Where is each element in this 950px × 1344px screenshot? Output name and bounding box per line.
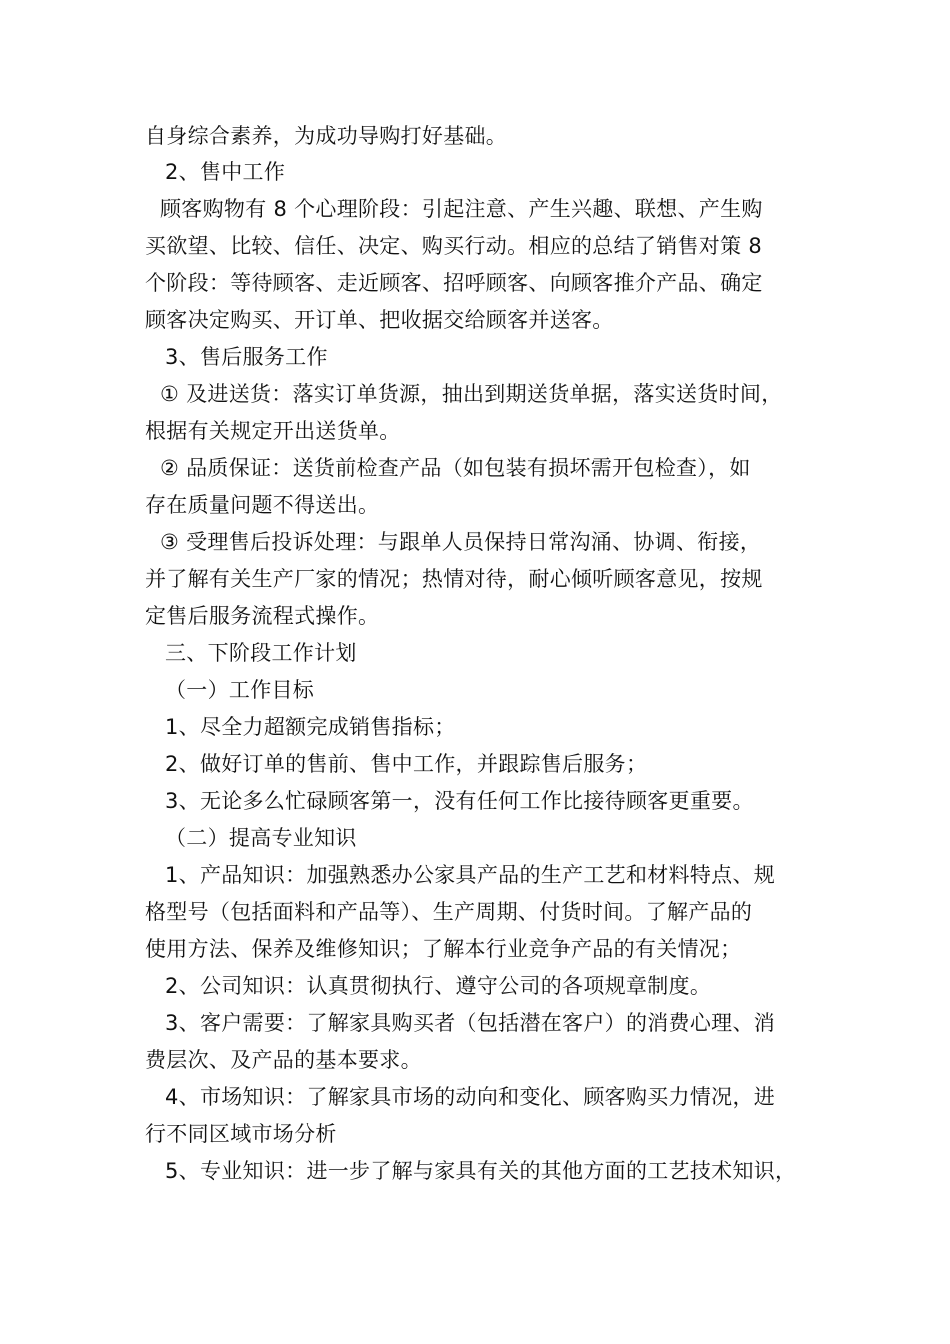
paragraph-line: 根据有关规定开出送货单。 xyxy=(145,419,401,443)
list-item: 2、做好订单的售前、售中工作，并跟踪售后服务； xyxy=(165,752,648,776)
paragraph-line: 费层次、及产品的基本要求。 xyxy=(145,1048,422,1072)
list-item: 3、客户需要：了解家具购买者（包括潜在客户）的消费心理、消 xyxy=(165,1011,776,1035)
list-item: 5、专业知识：进一步了解与家具有关的其他方面的工艺技术知识， xyxy=(165,1159,797,1183)
section-heading-sales-during: 2、售中工作 xyxy=(165,160,286,184)
paragraph-line: 顾客购物有 8 个心理阶段：引起注意、产生兴趣、联想、产生购 xyxy=(160,197,763,221)
paragraph-line: 并了解有关生产厂家的情况；热情对待，耐心倾听顾客意见，按规 xyxy=(145,567,763,591)
subsection-heading-goals: （一）工作目标 xyxy=(165,678,315,702)
paragraph-line: 行不同区域市场分析 xyxy=(145,1122,337,1146)
paragraph-line: ③ 受理售后投诉处理：与跟单人员保持日常沟涌、协调、衔接， xyxy=(160,530,762,554)
paragraph-line: 自身综合素养，为成功导购打好基础。 xyxy=(145,124,508,148)
paragraph-line: 买欲望、比较、信任、决定、购买行动。相应的总结了销售对策 8 xyxy=(145,234,763,258)
paragraph-line: 定售后服务流程式操作。 xyxy=(145,604,380,628)
paragraph-line: 顾客决定购买、开订单、把收据交给顾客并送客。 xyxy=(145,308,614,332)
paragraph-line: ① 及进送货：落实订单货源，抽出到期送货单据，落实送货时间， xyxy=(160,382,783,406)
paragraph-line: 存在质量问题不得送出。 xyxy=(145,493,380,517)
section-heading-next-plan: 三、下阶段工作计划 xyxy=(165,641,357,665)
list-item: 3、无论多么忙碌顾客第一，没有任何工作比接待顾客更重要。 xyxy=(165,789,754,813)
paragraph-line: ② 品质保证：送货前检查产品（如包装有损坏需开包检查），如 xyxy=(160,456,751,480)
list-item: 1、产品知识：加强熟悉办公家具产品的生产工艺和材料特点、规 xyxy=(165,863,776,887)
list-item: 2、公司知识：认真贯彻执行、遵守公司的各项规章制度。 xyxy=(165,974,712,998)
paragraph-line: 个阶段：等待顾客、走近顾客、招呼顾客、向顾客推介产品、确定 xyxy=(145,271,763,295)
section-heading-after-sales: 3、售后服务工作 xyxy=(165,345,328,369)
paragraph-line: 格型号（包括面料和产品等）、生产周期、付货时间。了解产品的 xyxy=(145,900,753,924)
list-item: 1、尽全力超额完成销售指标； xyxy=(165,715,456,739)
paragraph-line: 使用方法、保养及维修知识；了解本行业竞争产品的有关情况； xyxy=(145,937,742,961)
subsection-heading-knowledge: （二）提高专业知识 xyxy=(165,826,357,850)
list-item: 4、市场知识：了解家具市场的动向和变化、顾客购买力情况，进 xyxy=(165,1085,776,1109)
